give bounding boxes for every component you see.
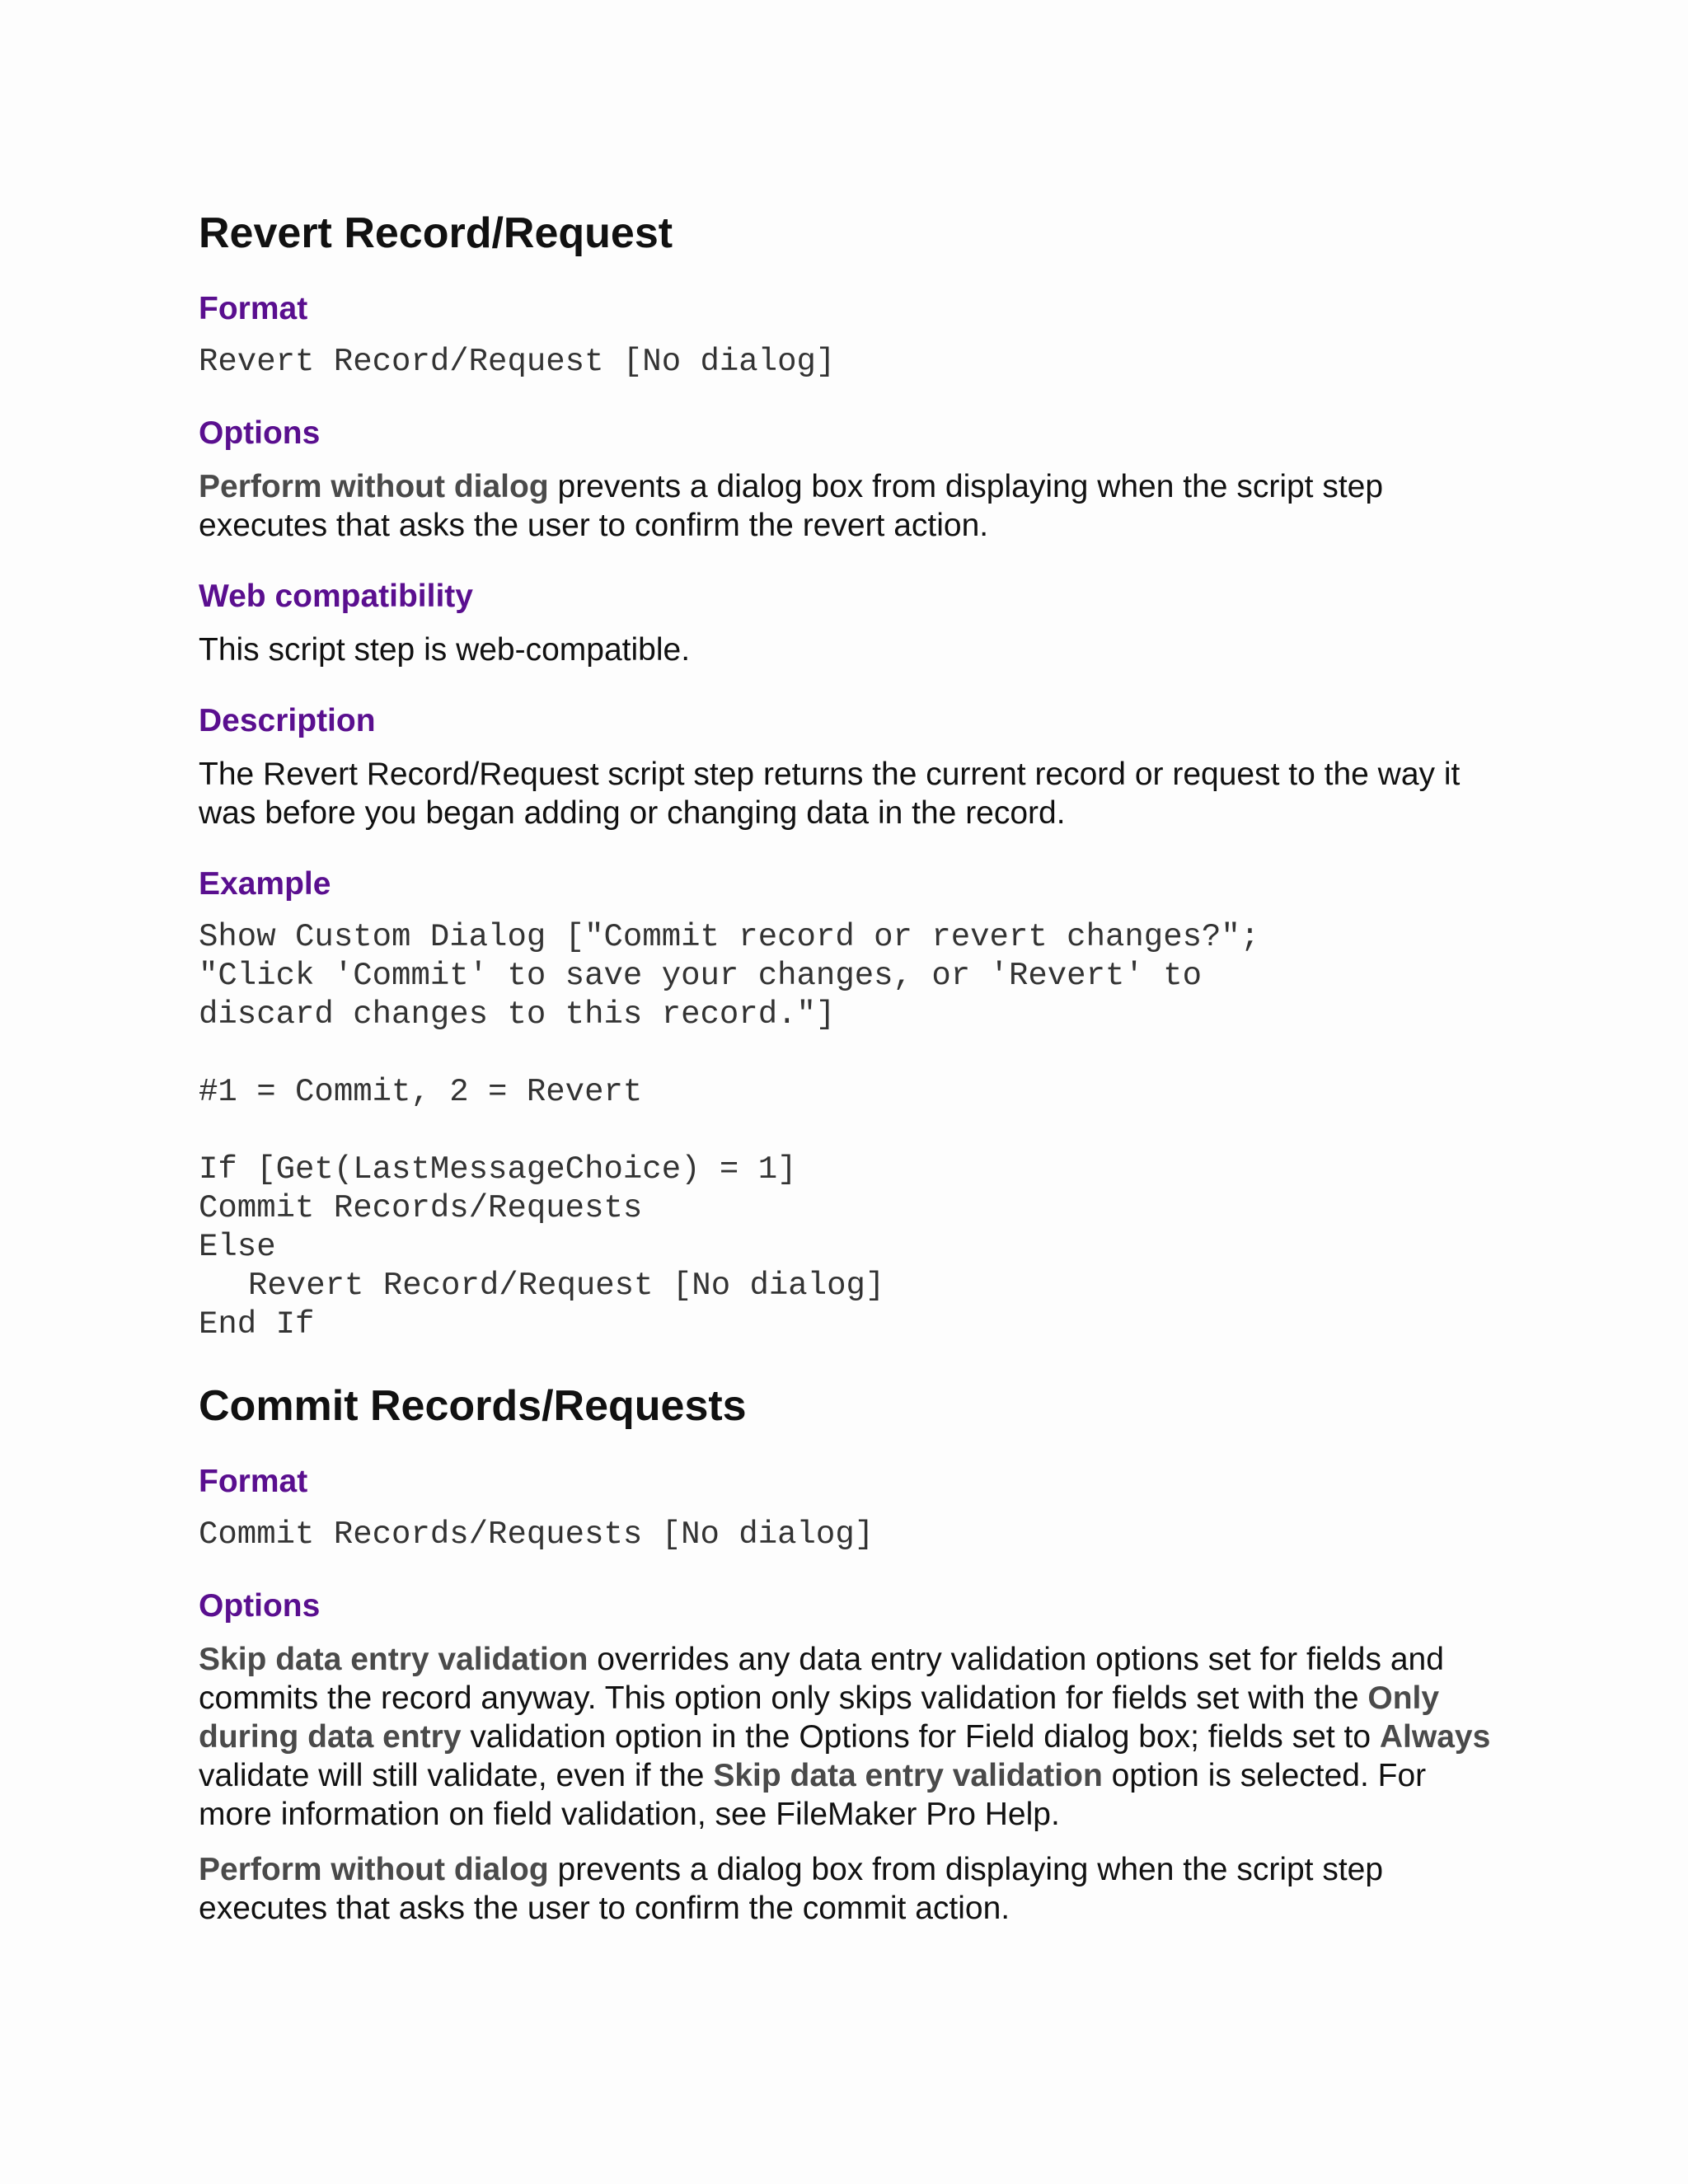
example-code-block: [199, 918, 1501, 1344]
page-title-revert-record: Revert Record/Request: [199, 209, 673, 257]
code-line-blank: [199, 1112, 1501, 1151]
web-compatibility-text: This script step is web-compatible.: [199, 632, 691, 668]
option-description: validation option in the Options for Field dialog box; fields set to: [461, 1719, 1380, 1755]
description-text: The Revert Record/Request script step returns the current record or request to the way it was before you began adding or changing data in the record.: [199, 757, 1461, 831]
options-section: [199, 1587, 1501, 1928]
web-compatibility-heading: Web compatibility: [199, 579, 473, 614]
code-line-indented: Revert Record/Request [No dialog]: [248, 1268, 885, 1304]
example-section: [199, 865, 1501, 1344]
code-line: #1 = Commit, 2 = Revert: [199, 1074, 643, 1110]
option-description: prevents a dialog box from displaying when the script step executes that asks the user to confirm the commit action.: [199, 1852, 1384, 1926]
code-line: Show Custom Dialog ["Commit record or revert changes?";: [199, 919, 1260, 955]
code-line: Else: [199, 1229, 276, 1265]
web-compatibility-section: [199, 578, 1501, 669]
code-line: "Click 'Commit' to save your changes, or 'Revert' to: [199, 958, 1202, 994]
options-paragraph-validation: [199, 1640, 1501, 1834]
option-description: validate will still validate, even if the: [199, 1758, 714, 1793]
page-title-commit-records: Commit Records/Requests: [199, 1382, 747, 1430]
code-line: discard changes to this record."]: [199, 996, 836, 1033]
format-heading: Format: [199, 291, 308, 326]
option-description: prevents a dialog box from displaying when the script step executes that asks the user to confirm the revert action.: [199, 469, 1384, 543]
option-term: Skip data entry validation: [713, 1758, 1103, 1793]
options-section: [199, 415, 1501, 545]
code-line: If [Get(LastMessageChoice) = 1]: [199, 1151, 797, 1188]
format-heading: Format: [199, 1464, 308, 1499]
format-section: [199, 290, 1501, 382]
description-heading: Description: [199, 703, 376, 738]
option-term: Always: [1379, 1719, 1491, 1755]
format-code: Commit Records/Requests [No dialog]: [199, 1516, 874, 1553]
document-page: [199, 208, 1501, 1928]
code-line-blank: [199, 1034, 1501, 1073]
option-name: Perform without dialog: [199, 469, 549, 504]
code-line: Commit Records/Requests: [199, 1190, 643, 1226]
format-code: Revert Record/Request [No dialog]: [199, 344, 836, 380]
example-heading: Example: [199, 866, 331, 902]
option-description: option is selected. For more information on field validation, see FileMaker Pro Help.: [199, 1758, 1427, 1832]
code-line: End If: [199, 1306, 315, 1343]
option-name: Skip data entry validation: [199, 1642, 588, 1677]
options-paragraph-dialog: [199, 1850, 1501, 1928]
option-name: Perform without dialog: [199, 1852, 549, 1887]
options-heading: Options: [199, 1588, 321, 1624]
option-term: Only during data entry: [199, 1680, 1440, 1755]
description-section: [199, 702, 1501, 832]
options-paragraph: [199, 467, 1501, 545]
format-section: [199, 1463, 1501, 1554]
option-description: overrides any data entry validation options set for fields and commits the record anyway. This option only skips validation for fields set with the: [199, 1642, 1444, 1716]
options-heading: Options: [199, 415, 321, 451]
